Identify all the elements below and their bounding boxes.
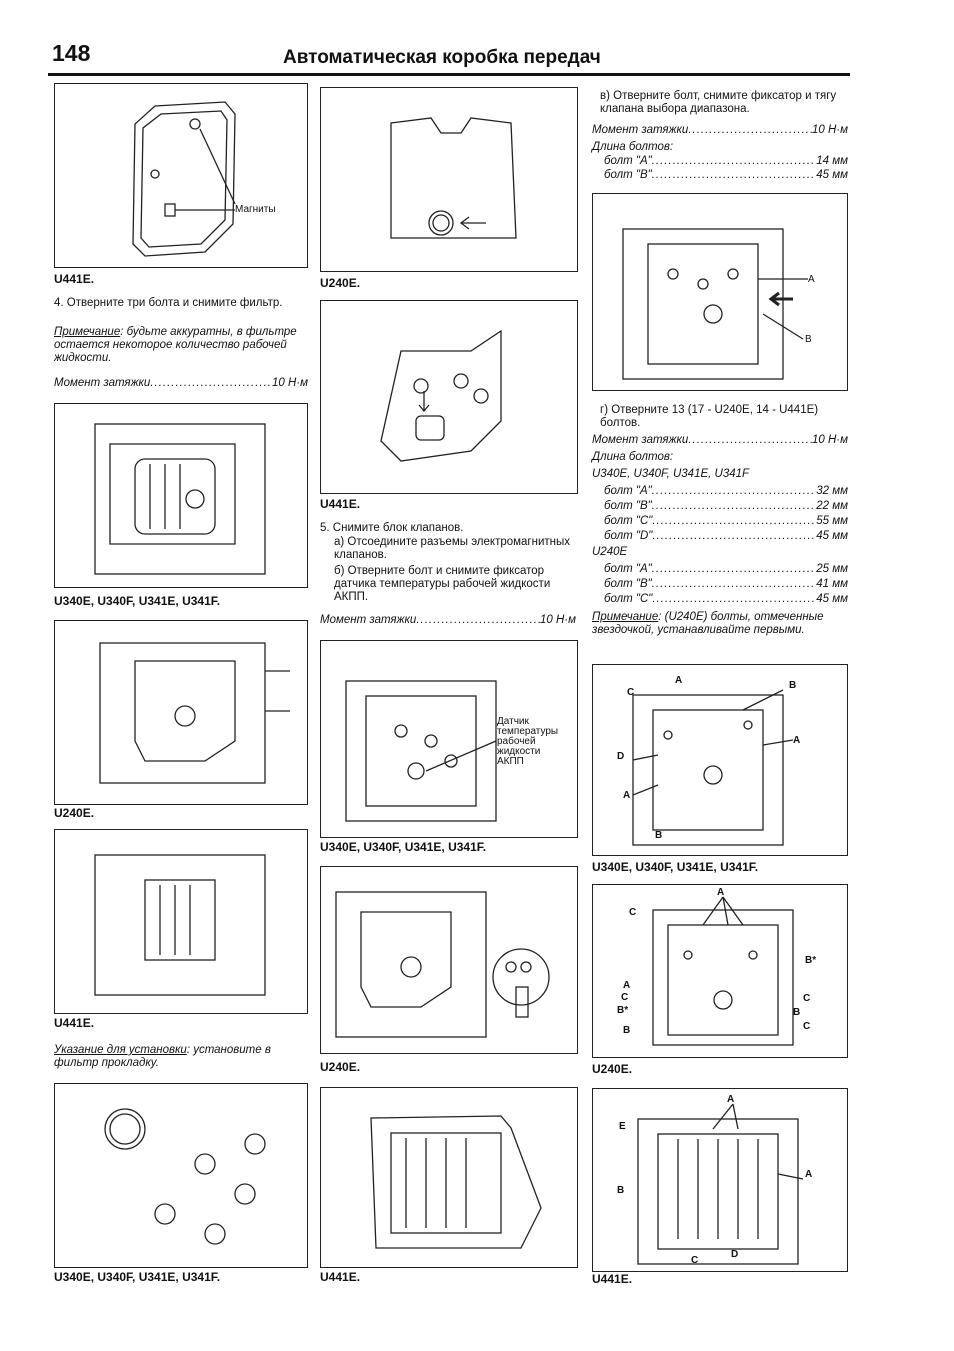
label-a: A [793,735,801,746]
torque-value: 10 Н·м [271,377,308,389]
bolt-name: болт "B" [604,578,652,590]
bolt-value: 14 мм [816,155,848,167]
bolt-value: 45 мм [816,593,848,605]
bolt-spec-row [604,155,848,168]
bolt-name: болт "A" [604,155,652,167]
label-b-star: B* [805,955,817,966]
figure-range-valve [592,193,848,391]
figure-valve-body-u240e [320,866,578,1054]
label-a: A [805,1169,813,1180]
figure-bolts-u340e [592,664,848,856]
label-d: D [731,1249,739,1260]
torque-label: Момент затяжки [592,124,689,136]
note-text: : будьте аккуратны, в фильтре остается некоторое количество рабочей жидкости. [54,326,297,364]
label-a: A [623,980,631,991]
sensor-label-line: жидкости [497,746,541,757]
label-d: D [617,751,625,762]
bolt-value: 45 мм [816,530,848,542]
bolt-name: болт "B" [604,169,652,181]
label-e: E [619,1121,626,1132]
label-b: B [793,1007,801,1018]
step-5b-text: б) Отверните болт и снимите фиксатор датчика температуры рабочей жидкости АКПП. [334,565,551,603]
label-a: A [808,274,815,285]
figure-caption: U441E. [54,1016,95,1030]
figure-bolts-u441e [592,1088,848,1272]
figure-caption: U441E. [320,1270,361,1284]
figure-caption: U240E. [54,806,95,820]
figure-filter-u340e [54,403,308,588]
label-b: B [617,1185,625,1196]
torque-spec-row [592,124,848,137]
figure-filter-u441e [54,829,308,1014]
note-label: Примечание [592,611,659,623]
bolt-spec-row [604,485,848,498]
label-b-star: B* [617,1005,629,1016]
bolt-spec-row [604,169,848,182]
bolt-spec-row [604,593,848,606]
figure-bolts-u240e [592,884,848,1058]
note-text: : (U240E) болты, отмеченные звездочкой, устанавливайте первыми. [592,611,824,636]
sensor-label [497,717,558,767]
bolt-name: болт "A" [604,485,652,497]
install-paragraph [54,1044,308,1070]
torque-spec-row [54,377,308,390]
step-5a-text: а) Отсоедините разъемы электромагнитных клапанов. [334,536,571,561]
step-4-text: 4. Отверните три болта и снимите фильтр. [54,297,283,309]
step-g-text: г) Отверните 13 (17 - U240E, 14 - U441E) болтов. [600,404,819,429]
figure-caption: U441E. [592,1272,633,1286]
bolt-spec-row [604,500,848,513]
sensor-label-line: АКПП [497,756,524,767]
model-group-label: U240E [592,546,628,558]
torque-label: Момент затяжки [320,614,417,626]
label-b: B [789,680,797,691]
figure-valve-body-sensor [320,640,578,838]
figure-caption: U340E, U340F, U341E, U341F. [592,860,759,874]
install-label: Указание для установки [54,1044,187,1056]
bolt-name: болт "B" [604,500,652,512]
bolt-name: болт "C" [604,593,653,605]
label-a: A [717,887,725,898]
step-v-text: в) Отверните болт, снимите фиксатор и тягу клапана выбора диапазона. [600,90,837,115]
header-rule [48,73,850,76]
bolt-value: 55 мм [816,515,848,527]
figure-filter-u240e [54,620,308,805]
bolt-spec-row [604,515,848,528]
figure-oil-pan-magnets [54,83,308,268]
note-paragraph [592,611,848,637]
figure-caption: U240E. [320,1060,361,1074]
bolt-value: 41 мм [816,578,848,590]
bolt-length-label: Длина болтов: [592,451,674,463]
torque-value: 10 Н·м [539,614,576,626]
sensor-label-line: рабочей [497,736,536,747]
figure-caption: U240E. [592,1062,633,1076]
bolt-length-label: Длина болтов: [592,141,674,153]
label-c: C [627,687,635,698]
bolt-name: болт "C" [604,515,653,527]
figure-filter-gasket [54,1083,308,1268]
label-c: C [629,907,637,918]
torque-label: Момент затяжки [54,377,151,389]
torque-value: 10 Н·м [811,434,848,446]
label-b: B [655,830,663,841]
figure-caption: U340E, U340F, U341E, U341F. [54,1270,221,1284]
figure-gasket-u240e [320,87,578,272]
page-title: Автоматическая коробка передач [283,47,601,68]
install-text: : установите в фильтр прокладку. [54,1044,271,1069]
figure-caption: U441E. [54,272,95,286]
magnets-label: Магниты [235,204,276,215]
page-number: 148 [52,40,91,66]
torque-spec-row [320,614,576,627]
sensor-label-line: температуры [497,726,559,737]
figure-caption: U340E, U340F, U341E, U341F. [320,840,487,854]
figure-gasket-u441e [320,300,578,494]
torque-value: 10 Н·м [811,124,848,136]
figure-caption: U240E. [320,276,361,290]
sensor-label-line: Датчик [497,716,529,727]
label-b: B [805,334,812,345]
note-paragraph [54,326,308,365]
label-c: C [803,993,811,1004]
label-a: A [623,790,631,801]
figure-caption: U340E, U340F, U341E, U341F. [54,594,221,608]
note-label: Примечание [54,326,121,338]
bolt-spec-row [604,563,848,576]
label-c: C [691,1255,699,1266]
bolt-spec-row [604,530,848,543]
label-c: C [621,992,629,1003]
torque-label: Момент затяжки [592,434,689,446]
label-a: A [727,1094,735,1105]
bolt-spec-row [604,578,848,591]
label-a: A [675,675,683,686]
figure-valve-body-u441e [320,1087,578,1268]
model-group-label: U340E, U340F, U341E, U341F [592,468,750,480]
step-5-text: 5. Снимите блок клапанов. [320,522,464,534]
label-c: C [803,1021,811,1032]
bolt-value: 25 мм [816,563,848,575]
torque-spec-row [592,434,848,447]
bolt-value: 45 мм [816,169,848,181]
figure-caption: U441E. [320,497,361,511]
bolt-name: болт "A" [604,563,652,575]
bolt-value: 22 мм [816,500,848,512]
bolt-name: болт "D" [604,530,653,542]
bolt-value: 32 мм [816,485,848,497]
label-b: B [623,1025,631,1036]
